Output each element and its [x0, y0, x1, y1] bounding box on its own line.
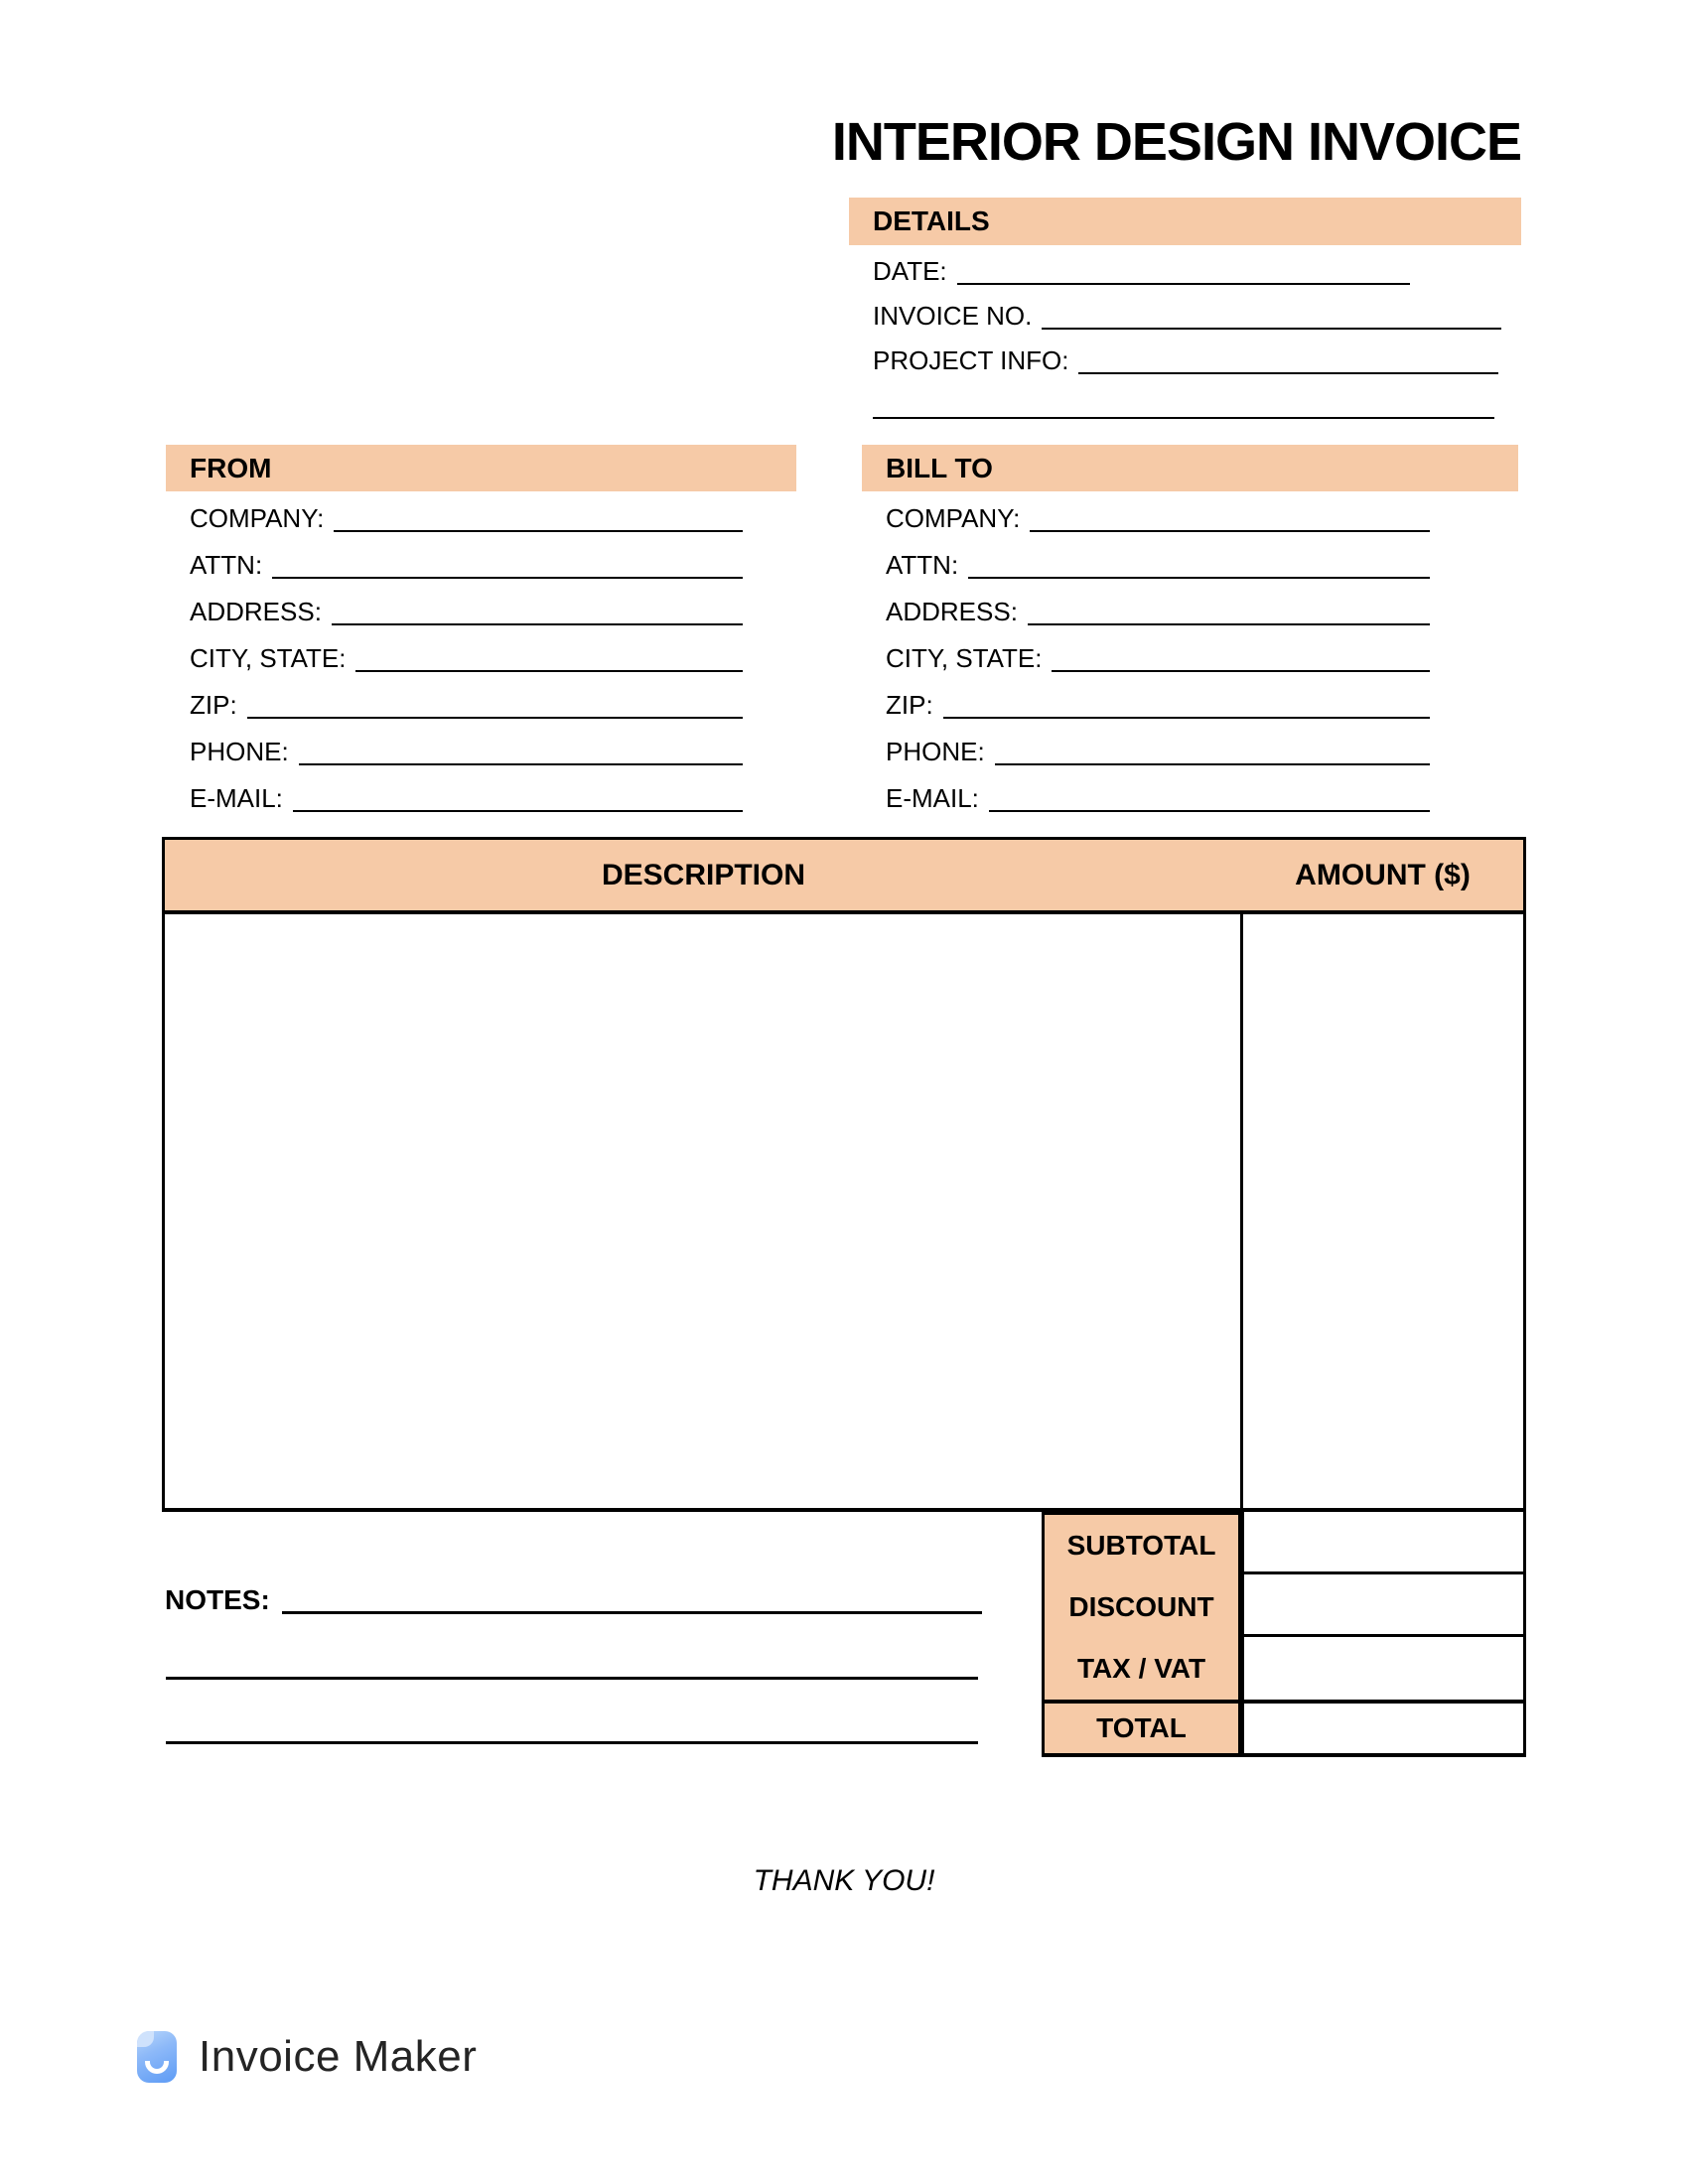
field-fill-line[interactable]: [355, 670, 743, 672]
field-fill-line[interactable]: [989, 810, 1430, 812]
page-fold-icon: [137, 2031, 154, 2047]
total-value-cell[interactable]: [1241, 1700, 1526, 1757]
description-column-header: DESCRIPTION: [601, 858, 806, 891]
bill-to-fields: [862, 491, 1518, 818]
field-label: ZIP:: [886, 689, 933, 720]
subtotal-label: SUBTOTAL: [1045, 1515, 1238, 1576]
thank-you-text: THANK YOU!: [753, 1864, 935, 1897]
field-fill-line[interactable]: [334, 530, 743, 532]
field-label: ZIP:: [190, 689, 237, 720]
field-label: COMPANY:: [190, 502, 325, 533]
notes-row: [165, 1580, 982, 1614]
field-label: PROJECT INFO:: [873, 344, 1069, 375]
field-fill-line[interactable]: [995, 763, 1430, 765]
field-label: ATTN:: [886, 549, 959, 580]
from-header-label: FROM: [190, 452, 272, 483]
bill-to-header-label: BILL TO: [886, 452, 993, 483]
amount-column-header: AMOUNT ($): [1295, 858, 1471, 891]
field-label: ATTN:: [190, 549, 263, 580]
field-row: [166, 678, 796, 725]
details-header-label: DETAILS: [873, 205, 990, 236]
field-row: [862, 585, 1518, 631]
notes-label: NOTES:: [165, 1583, 270, 1615]
field-fill-line[interactable]: [1030, 530, 1430, 532]
field-label: CITY, STATE:: [190, 642, 347, 673]
from-section-header: [166, 445, 796, 491]
field-row: [862, 538, 1518, 585]
brand-name: Invoice Maker: [199, 2032, 478, 2081]
column-divider: [1240, 914, 1243, 1512]
notes-fill-line[interactable]: [166, 1677, 978, 1680]
notes-fill-line[interactable]: [282, 1611, 982, 1614]
field-label: DATE:: [873, 255, 947, 286]
field-fill-line[interactable]: [293, 810, 743, 812]
field-fill-line[interactable]: [1028, 623, 1430, 625]
bill-to-section-header: [862, 445, 1518, 491]
details-fields: [849, 245, 1521, 424]
tax-vat-label: TAX / VAT: [1045, 1638, 1238, 1700]
invoice-maker-logo-icon: [137, 2031, 177, 2083]
field-row: [862, 631, 1518, 678]
discount-label: DISCOUNT: [1045, 1576, 1238, 1638]
field-row: [849, 245, 1521, 290]
field-row: [166, 585, 796, 631]
field-label: COMPANY:: [886, 502, 1021, 533]
field-row: [166, 631, 796, 678]
field-fill-line[interactable]: [1078, 372, 1498, 374]
field-label: E-MAIL:: [886, 782, 979, 813]
notes-fill-line[interactable]: [166, 1741, 978, 1744]
brand-logo: [137, 2031, 477, 2083]
tax-vat-value-cell[interactable]: [1241, 1637, 1526, 1700]
field-label: E-MAIL:: [190, 782, 283, 813]
field-label: PHONE:: [886, 736, 985, 766]
subtotal-value-cell[interactable]: [1241, 1512, 1526, 1574]
field-row: [862, 725, 1518, 771]
totals-labels-block: [1042, 1512, 1241, 1700]
field-fill-line[interactable]: [299, 763, 743, 765]
field-label: ADDRESS:: [190, 596, 322, 626]
field-row: [166, 771, 796, 818]
field-fill-line[interactable]: [272, 577, 743, 579]
field-fill-line[interactable]: [1052, 670, 1430, 672]
field-fill-line[interactable]: [943, 717, 1430, 719]
items-table-header: [162, 837, 1526, 914]
field-row: [166, 491, 796, 538]
from-fields: [166, 491, 796, 818]
field-label: INVOICE NO.: [873, 300, 1033, 331]
field-row: [862, 678, 1518, 725]
field-label: CITY, STATE:: [886, 642, 1043, 673]
field-row: [849, 379, 1521, 424]
field-fill-line[interactable]: [957, 283, 1410, 285]
total-label: TOTAL: [1042, 1700, 1241, 1757]
page-title: INTERIOR DESIGN INVOICE: [831, 112, 1521, 172]
details-section-header: [849, 198, 1521, 245]
field-fill-line[interactable]: [1042, 328, 1501, 330]
field-label: ADDRESS:: [886, 596, 1018, 626]
field-row: [849, 290, 1521, 335]
field-row: [166, 538, 796, 585]
field-label: PHONE:: [190, 736, 289, 766]
field-row: [862, 491, 1518, 538]
description-cell[interactable]: [162, 914, 1526, 1512]
field-fill-line[interactable]: [332, 623, 743, 625]
field-fill-line[interactable]: [247, 717, 743, 719]
field-row: [849, 335, 1521, 379]
field-row: [166, 725, 796, 771]
discount-value-cell[interactable]: [1241, 1574, 1526, 1637]
field-fill-line[interactable]: [873, 417, 1494, 419]
field-fill-line[interactable]: [968, 577, 1430, 579]
field-row: [862, 771, 1518, 818]
smile-icon: [145, 2061, 169, 2074]
